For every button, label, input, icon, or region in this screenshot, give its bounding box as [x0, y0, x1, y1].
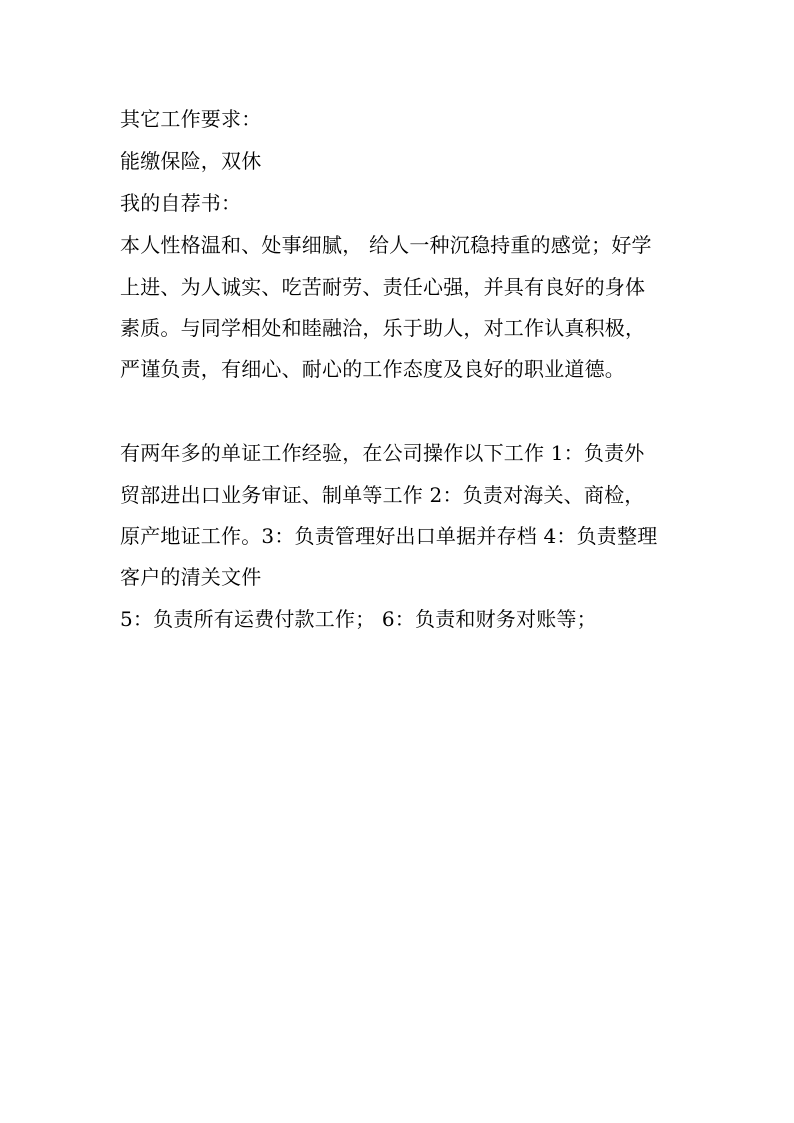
self-recommendation-heading: 我的自荐书： [120, 191, 242, 215]
experience-line: 客户的清关文件 [120, 565, 262, 589]
self-recommendation-line: 本人性格温和、处事细腻， 给人一种沉稳持重的感觉；好学 [120, 233, 652, 257]
self-recommendation-line: 严谨负责，有细心、耐心的工作态度及良好的职业道德。 [120, 357, 625, 381]
self-recommendation-line: 素质。与同学相处和睦融洽，乐于助人，对工作认真积极， [120, 316, 646, 340]
other-requirements-heading: 其它工作要求： [120, 107, 262, 131]
experience-line: 原产地证工作。3：负责管理好出口单据并存档 4：负责整理 [120, 524, 658, 548]
experience-line: 5：负责所有运费付款工作； 6：负责和财务对账等； [120, 607, 597, 631]
experience-line: 贸部进出口业务审证、制单等工作 2：负责对海关、商检， [120, 483, 645, 507]
experience-line: 有两年多的单证工作经验，在公司操作以下工作 1：负责外 [120, 441, 645, 465]
self-recommendation-line: 上进、为人诚实、吃苦耐劳、责任心强，并具有良好的身体 [120, 275, 646, 299]
other-requirements-text: 能缴保险，双休 [120, 149, 262, 173]
